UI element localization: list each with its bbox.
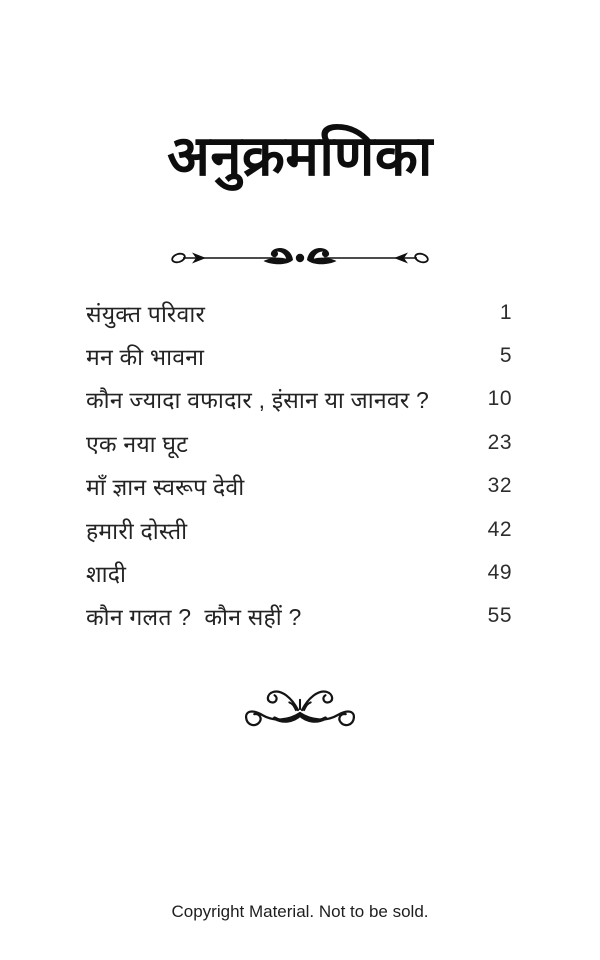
toc-entry-title: मन की भावना [86,344,205,371]
toc-entry-title: संयुक्त परिवार [86,300,206,327]
toc-entry [86,291,512,334]
toc-entry-page-number: 42 [487,517,512,541]
toc-entry-title: शादी [86,561,127,588]
toc-entry [86,595,512,638]
toc-entry-page-number: 5 [499,344,512,368]
toc-entry [86,334,512,377]
toc-entry-title: एक नया घूट [86,430,189,457]
copyright-notice: Copyright Material. Not to be sold. [171,902,429,921]
flourish-ornament [234,674,366,738]
toc-entry-page-number: 49 [487,561,512,585]
toc-entry-page-number: 23 [487,430,512,454]
toc-entry [86,421,512,464]
page-title: अनुक्रमणिका [167,124,433,187]
toc-entry-title: कौन ज्यादा वफादार , इंसान या जानवर ? [86,387,430,414]
toc-entry [86,551,512,594]
scrollwork-icon [234,674,366,738]
toc-entry-page-number: 32 [487,474,512,498]
toc-entry-page-number: 1 [499,300,512,324]
arrow-rule-icon [170,242,430,274]
toc-entry [86,508,512,551]
divider-ornament [170,242,430,274]
toc-entry-page-number: 55 [487,604,512,628]
toc-entry [86,465,512,508]
toc-list [86,291,512,638]
toc-entry-title: माँ ज्ञान स्वरूप देवी [86,474,245,501]
toc-entry-page-number: 10 [487,387,512,411]
toc-entry [86,378,512,421]
toc-entry-title: कौन गलत ? कौन सहीं ? [86,604,302,631]
toc-entry-title: हमारी दोस्ती [86,517,188,544]
